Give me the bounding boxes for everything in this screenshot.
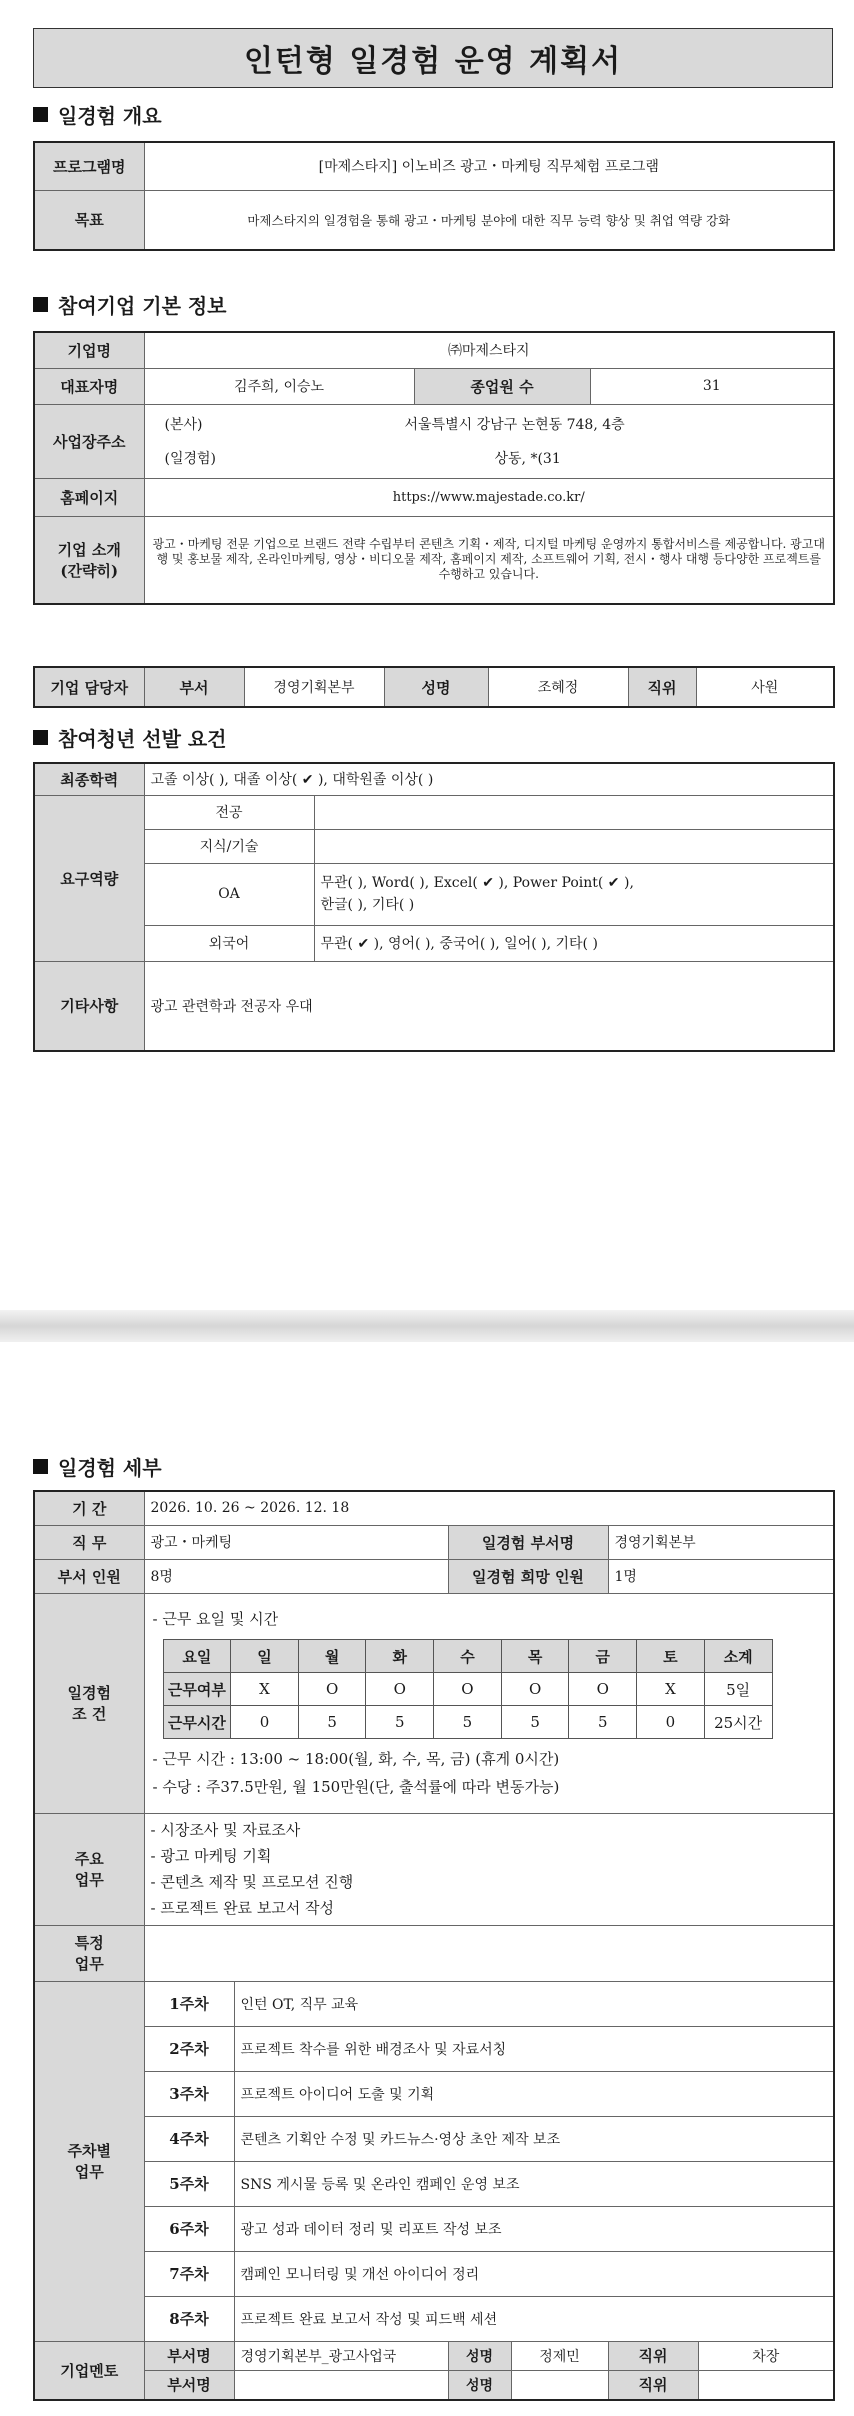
- etc-value: 광고 관련학과 전공자 우대: [144, 961, 834, 1051]
- company-name-label: 기업명: [34, 332, 144, 368]
- mentor-label: 기업멘토: [34, 2341, 144, 2400]
- mentor2-name-value: [512, 2371, 608, 2399]
- square-bullet-icon: [33, 1459, 48, 1474]
- detail-table: [33, 1490, 835, 2401]
- section-overview-heading: [33, 100, 162, 129]
- overview-table: [33, 141, 835, 251]
- week-label: 3주차: [144, 2071, 234, 2116]
- hours-label: 근무시간: [163, 1706, 231, 1739]
- hope-value: 1명: [608, 1559, 834, 1593]
- hq-address: 서울특별시 강남구 논현동 748, 4층: [404, 417, 625, 433]
- duty-item: - 콘텐츠 제작 및 프로모션 진행: [150, 1873, 354, 1891]
- staff-value: 31: [590, 368, 834, 404]
- condition-label-line2: 조 건: [72, 1705, 107, 1723]
- oa-value: [314, 863, 834, 925]
- condition-label: [34, 1593, 144, 1813]
- contact-table: [33, 666, 835, 708]
- hours-cell: 0: [637, 1706, 705, 1739]
- hours-cell: 0: [231, 1706, 299, 1739]
- dept-label: 일경험 부서명: [448, 1525, 608, 1559]
- skill-label: 지식/기술: [144, 829, 314, 863]
- work-cell: O: [434, 1673, 502, 1706]
- hq-label: (본사): [164, 417, 203, 433]
- contact-label: 기업 담당자: [34, 667, 144, 707]
- intro-value: 광고・마케팅 전문 기업으로 브랜드 전략 수립부터 콘텐츠 기획・제작, 디지털 마케팅 운영까지 통합서비스를 제공합니다. 광고대행 및 홍보물 제작, 온라인마케팅, 영상・비디오물 제작, 홈페이지 제작, 소프트웨어 기획, 전시・행사 대행 등다양한 프로젝트를 수행하고 있습니다.: [144, 516, 834, 604]
- work-cell: X: [637, 1673, 705, 1706]
- condition-label-line1: 일경험: [67, 1684, 111, 1702]
- homepage-value: https://www.majestade.co.kr/: [144, 478, 834, 516]
- goal-label: 목표: [34, 190, 144, 250]
- mentor-pos-value: 차장: [698, 2341, 834, 2370]
- square-bullet-icon: [33, 107, 48, 122]
- work-label: 근무여부: [163, 1673, 231, 1706]
- week-task: 인턴 OT, 직무 교육: [234, 1981, 834, 2026]
- square-bullet-icon: [33, 730, 48, 745]
- mentor-name-cell: [448, 2341, 608, 2370]
- duty-item: - 프로젝트 완료 보고서 작성: [150, 1899, 335, 1917]
- work-cell: O: [366, 1673, 434, 1706]
- page-divider: [0, 1310, 854, 1342]
- company-name-value: ㈜마제스타지: [144, 332, 834, 368]
- week-label: 6주차: [144, 2206, 234, 2251]
- ceo-value: 김주희, 이승노: [144, 368, 414, 404]
- address-label: 사업장주소: [34, 404, 144, 478]
- special-label: [34, 1925, 144, 1981]
- schedule-header: 금: [569, 1640, 637, 1673]
- hours-cell: 5: [501, 1706, 569, 1739]
- mentor2-dept-label: 부서명: [144, 2370, 234, 2400]
- schedule-header: 화: [366, 1640, 434, 1673]
- mentor-name-value: 정제민: [539, 2348, 580, 2365]
- weekly-label-line1: 주차별: [67, 2142, 111, 2160]
- site-label: (일경험): [164, 451, 216, 467]
- week-label: 5주차: [144, 2161, 234, 2206]
- weekly-label: [34, 1981, 144, 2341]
- weekly-label-line2: 업무: [74, 2163, 104, 2181]
- mentor2-dept-value: [234, 2370, 448, 2400]
- period-value: 2026. 10. 26 ~ 2026. 12. 18: [144, 1491, 834, 1525]
- program-label: 프로그램명: [34, 142, 144, 190]
- requirements-table: [33, 762, 835, 1052]
- work-total: 5일: [704, 1673, 772, 1706]
- week-task: 프로젝트 완료 보고서 작성 및 피드백 세션: [234, 2296, 834, 2341]
- intro-label-line2: (간략히): [60, 561, 119, 580]
- edu-label: 최종학력: [34, 763, 144, 795]
- work-time-note: - 근무 시간 : 13:00 ~ 18:00(월, 화, 수, 목, 금) (휴게 0시간): [152, 1750, 560, 1768]
- contact-dept-value: 경영기획본부: [244, 667, 384, 707]
- section-detail-title: 일경험 세부: [58, 1456, 162, 1480]
- section-requirements-title: 참여청년 선발 요건: [58, 727, 227, 751]
- intro-label: [34, 516, 144, 604]
- hours-cell: 5: [366, 1706, 434, 1739]
- mentor2-name-label: 성명: [449, 2371, 512, 2399]
- section-company-heading: [33, 290, 227, 319]
- schedule-header: 월: [298, 1640, 366, 1673]
- week-label: 8주차: [144, 2296, 234, 2341]
- week-label: 4주차: [144, 2116, 234, 2161]
- major-value: [314, 795, 834, 829]
- mentor-name-label: 성명: [449, 2342, 512, 2370]
- duty-label-line2: 업무: [74, 1871, 104, 1889]
- allowance-note: - 수당 : 주37.5만원, 월 150만원(단, 출석률에 따라 변동가능): [152, 1778, 560, 1796]
- contact-name-value: 조혜정: [488, 667, 628, 707]
- language-label: 외국어: [144, 925, 314, 961]
- duty-value: [144, 1813, 834, 1925]
- square-bullet-icon: [33, 297, 48, 312]
- oa-line-1: 무관( ), Word( ), Excel( ✔ ), Power Point( ✔ ),: [320, 875, 634, 891]
- hours-cell: 5: [569, 1706, 637, 1739]
- contact-pos-value: 사원: [696, 667, 834, 707]
- week-task: 광고 성과 데이터 정리 및 리포트 작성 보조: [234, 2206, 834, 2251]
- schedule-header: 소계: [704, 1640, 772, 1673]
- contact-pos-label: 직위: [628, 667, 696, 707]
- week-task: SNS 게시물 등록 및 온라인 캠페인 운영 보조: [234, 2161, 834, 2206]
- contact-name-label: 성명: [384, 667, 488, 707]
- hope-label: 일경험 희망 인원: [448, 1559, 608, 1593]
- section-requirements-heading: [33, 723, 227, 752]
- language-value: 무관( ✔ ), 영어( ), 중국어( ), 일어( ), 기타( ): [314, 925, 834, 961]
- section-detail-heading: [33, 1452, 162, 1481]
- members-value: 8명: [144, 1559, 448, 1593]
- oa-label: OA: [144, 863, 314, 925]
- special-label-line1: 특정: [74, 1934, 104, 1952]
- goal-value: 마제스타지의 일경험을 통해 광고・마케팅 분야에 대한 직무 능력 향상 및 취업 역량 강화: [144, 190, 834, 250]
- schedule-header: 요일: [163, 1640, 231, 1673]
- staff-label: 종업원 수: [414, 368, 590, 404]
- duty-item: - 광고 마케팅 기획: [150, 1847, 272, 1865]
- schedule-table: [163, 1639, 773, 1739]
- schedule-header: 목: [501, 1640, 569, 1673]
- etc-label: 기타사항: [34, 961, 144, 1051]
- week-task: 캠페인 모니터링 및 개선 아이디어 정리: [234, 2251, 834, 2296]
- intro-label-line1: 기업 소개: [57, 540, 121, 559]
- week-task: 프로젝트 아이디어 도출 및 기획: [234, 2071, 834, 2116]
- work-cell: O: [501, 1673, 569, 1706]
- dept-value: 경영기획본부: [608, 1525, 834, 1559]
- period-label: 기 간: [34, 1491, 144, 1525]
- skill-value: [314, 829, 834, 863]
- schedule-header: 토: [637, 1640, 705, 1673]
- duty-label: [34, 1813, 144, 1925]
- schedule-header: 수: [434, 1640, 502, 1673]
- site-address: 상동, *(31: [494, 451, 561, 467]
- schedule-header: 일: [231, 1640, 299, 1673]
- mentor2-pos-label: 직위: [608, 2370, 698, 2400]
- hours-total: 25시간: [704, 1706, 772, 1739]
- section-overview-title: 일경험 개요: [58, 104, 162, 128]
- ceo-label: 대표자명: [34, 368, 144, 404]
- address-value: [144, 404, 834, 478]
- hours-cell: 5: [434, 1706, 502, 1739]
- edu-value: 고졸 이상( ), 대졸 이상( ✔ ), 대학원졸 이상( ): [144, 763, 834, 795]
- work-cell: O: [298, 1673, 366, 1706]
- major-label: 전공: [144, 795, 314, 829]
- week-label: 7주차: [144, 2251, 234, 2296]
- week-task: 콘텐츠 기획안 수정 및 카드뉴스·영상 초안 제작 보조: [234, 2116, 834, 2161]
- company-table: [33, 331, 835, 605]
- homepage-label: 홈페이지: [34, 478, 144, 516]
- duty-label-line1: 주요: [74, 1850, 104, 1868]
- work-cell: O: [569, 1673, 637, 1706]
- page-2: [0, 1342, 854, 2416]
- condition-heading: - 근무 요일 및 시간: [152, 1610, 279, 1628]
- mentor2-name-cell: [448, 2370, 608, 2400]
- job-label: 직 무: [34, 1525, 144, 1559]
- mentor-pos-label: 직위: [608, 2341, 698, 2370]
- duty-item: - 시장조사 및 자료조사: [150, 1821, 301, 1839]
- program-value: [마제스타지] 이노비즈 광고・마케팅 직무체험 프로그램: [144, 142, 834, 190]
- condition-value: [144, 1593, 834, 1813]
- work-cell: X: [231, 1673, 299, 1706]
- week-label: 1주차: [144, 1981, 234, 2026]
- week-task: 프로젝트 착수를 위한 배경조사 및 자료서칭: [234, 2026, 834, 2071]
- contact-dept-label: 부서: [144, 667, 244, 707]
- hours-cell: 5: [298, 1706, 366, 1739]
- document-title: 인턴형 일경험 운영 계획서: [33, 28, 833, 88]
- mentor-dept-label: 부서명: [144, 2341, 234, 2370]
- mentor2-pos-value: [698, 2370, 834, 2400]
- section-company-title: 참여기업 기본 정보: [58, 294, 227, 318]
- special-value: [144, 1925, 834, 1981]
- mentor-dept-value: 경영기획본부_광고사업국: [234, 2341, 448, 2370]
- competency-label: 요구역량: [34, 795, 144, 961]
- week-label: 2주차: [144, 2026, 234, 2071]
- members-label: 부서 인원: [34, 1559, 144, 1593]
- oa-line-2: 한글( ), 기타( ): [320, 897, 415, 913]
- special-label-line2: 업무: [74, 1955, 104, 1973]
- job-value: 광고・마케팅: [144, 1525, 448, 1559]
